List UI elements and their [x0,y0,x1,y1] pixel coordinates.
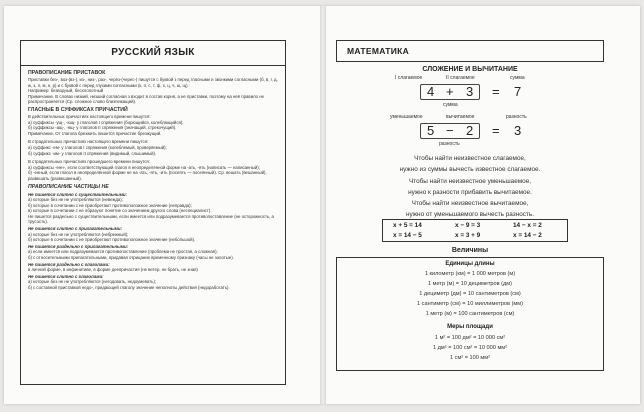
length-units-heading: Единицы длины [445,261,495,267]
past-rule-b: б) -енный, если глагол в неопределённой форме не на -ать, -ять, -ить (посеять — посеянный). Ср. вешать (вешанный), развешать (развешанный). [28,170,267,181]
subtrahend: 2 [466,123,474,138]
rule-line-1: Чтобы найти неизвестное слагаемое, [414,155,526,162]
subtraction-equals: = [492,123,500,138]
values-title: Величины [451,247,489,254]
length-unit-2: 1 метр (м) = 10 дециметров (дм) [427,281,512,287]
ne-adj-separate-heading: Не пишется раздельно с прилагательными: [28,243,129,249]
solution-1: x = 14 − 5 [393,232,422,239]
length-unit-5: 1 метр (м) = 100 сантиметров (см) [425,311,515,317]
area-unit-1: 1 м² = 100 дм² = 10 000 см² [434,335,506,341]
passive-rule-a: а) суффикс -ем- у глаголов I спряжения (колеблемый, проверяемый); [28,144,167,150]
ne-verb-heading: Не пишется раздельно с глаголами: [28,261,110,267]
ne-noun-c: в) которые в сочетании с не образуют понятие со значением другого слова (неспециалист). [28,208,212,214]
difference-label-bottom: разность [439,141,460,147]
length-unit-1: 1 километр (км) = 1 000 метров (м) [424,271,516,277]
area-units-heading: Меры площади [447,324,493,330]
ne-adj-a: а) которые без не не употребляются (небрежный); [28,231,129,237]
ne-heading: ПРАВОПИСАНИЕ ЧАСТИЦЫ НЕ [28,183,109,190]
equation-2: x − 9 = 3 [455,222,481,229]
area-unit-2: 1 дм² = 100 см² = 10 000 мм² [433,345,507,351]
sum-label-bottom: сумма [443,102,458,108]
suffix-rule-b: б) суффиксы -ащ-, -ящ- у глаголов II спряжения (значащий, стрекочущий). [28,125,177,131]
addition-subtraction-title: СЛОЖЕНИЕ И ВЫЧИТАНИЕ [422,66,518,73]
length-unit-3: 1 дециметр (дм) = 10 сантиметров (см) [419,291,521,297]
addend-1-label: I слагаемое [395,75,423,81]
past-rule-a: а) суффиксы -енн-, если соответствующий глагол в неопределённой форме на -ать, -ять (написать — написанный); [28,164,260,170]
ne-verb-together-a: а) которые без не не употребляются (негодовать, недоумевать); [28,279,156,285]
equation-examples [382,219,568,242]
rule-line-4: нужно к разности прибавить вычитаемое. [408,188,532,196]
minuend: 5 [427,123,435,138]
russian-content [28,68,282,291]
prefix-note: Примечание. В словах низкий, низший согласная з входит в состав корня, а не приставки, поэтому на неё правило не распространяется (Ср. сложное слово близлежащий). [28,93,264,105]
prefix-heading: ПРАВОПИСАНИЕ ПРИСТАВОК [28,70,106,76]
ne-verb-together-heading: Не пишется слитно с глаголами: [28,273,104,279]
book-spine [320,6,326,404]
suffix-heading: ГЛАСНЫЕ В СУФФИКСАХ ПРИЧАСТИЙ [28,106,128,113]
ne-adj-heading: Не пишется слитно с прилагательными: [28,226,123,232]
addend-1: 4 [427,84,435,99]
past-intro: В страдательных причастиях прошедшего времени пишутся: [28,159,150,165]
prefix-example: Например: безводный, бесхлопотный [28,88,104,94]
solution-2: x = 3 + 9 [455,232,481,239]
rule-line-6: нужно от уменьшаемого вычесть разность. [405,211,535,219]
ne-noun-b: б) которые в сочетании с не приобретают противоположное значение (неправда); [28,202,192,208]
ne-adj-b: б) которые в сочетании с не приобретают противоположное значение (небольшой). [28,237,196,243]
ne-noun-heading: Не пишется слитно с существительными: [28,191,128,197]
math-title: МАТЕМАТИКА [336,40,604,62]
ne-adj-separate-b: б) с относительными прилагательными, придавая отрицание временному признаку (часы не золотые). [28,255,234,261]
rule-line-3: Чтобы найти неизвестное уменьшаемое, [408,177,532,185]
suffix-intro: В действительных причастиях настоящего времени пишутся: [28,113,151,119]
addition-equals: = [492,84,500,99]
ne-verb-a: в личной форме, в инфинитиве, в форме деепричастия (не ветер, не брать, не зная) [28,267,198,273]
math-rules [336,153,604,221]
suffix-rule-a: а) суффиксы -ущ-, -ющ- у глаголов I спряжения (борющийся, колеблющийся); [28,119,184,125]
ne-noun-a: а) которые без не не употребляются (невежда); [28,197,123,203]
equation-1: x + 5 = 14 [393,222,422,229]
addend-2-label: II слагаемое [446,75,475,81]
difference-value: 3 [514,123,522,138]
ne-adj-separate-a: а) если имеется или подразумевается противопоставление (проблема не простая, а сложная); [28,249,218,255]
length-unit-4: 1 сантиметр (см) = 10 миллиметров (мм) [417,301,523,307]
rule-line-2: нужно из суммы вычесть известное слагаемое. [399,166,541,174]
minus-sign: − [446,123,454,138]
subtrahend-label: вычитаемое [446,114,475,120]
equation-3: 14 − x = 2 [513,222,542,229]
solution-3: x = 14 − 2 [513,232,542,239]
prefix-rule: Приставки без-, воз-(вз-), из-, низ-, раз-, через-(черес-) пишутся с буквой з перед гласными и звонкими согласными (б, в, г, д, ж, з, л, м, н, р) и с буквой с перед глухими согласными (к, п, с, т, ф, х, ц, ч, ш, щ). [28,77,278,88]
ne-verb-together-b: б) с составной приставкой недо-, придающей глаголу значение неполноты действия (недоработать). [28,285,230,290]
difference-label-top: разность [506,114,527,120]
addend-2: 3 [466,84,474,99]
sum-value: 7 [514,84,522,99]
ne-noun-separate: Не пишется раздельно с существительными, если имеется или подразумевается противопоставление (не осторожность, а трусость). [28,213,274,225]
rule-line-5: Чтобы найти неизвестное вычитаемое, [411,200,529,208]
area-unit-3: 1 см² = 100 мм² [450,355,490,361]
passive-rule-b: б) суффикс -им- у глаголов II спряжения (видимый, слышимый). [28,150,157,156]
sum-label-top: сумма [510,75,525,81]
plus-sign: + [446,84,454,99]
suffix-note: Примечание. От глагола брезжить пишется причастие брезжущий. [28,130,162,136]
passive-intro: В страдательных причастиях настоящего времени пишутся: [28,139,149,145]
minuend-label: уменьшаемое [390,114,423,120]
russian-title: РУССКИЙ ЯЗЫК [20,40,286,66]
